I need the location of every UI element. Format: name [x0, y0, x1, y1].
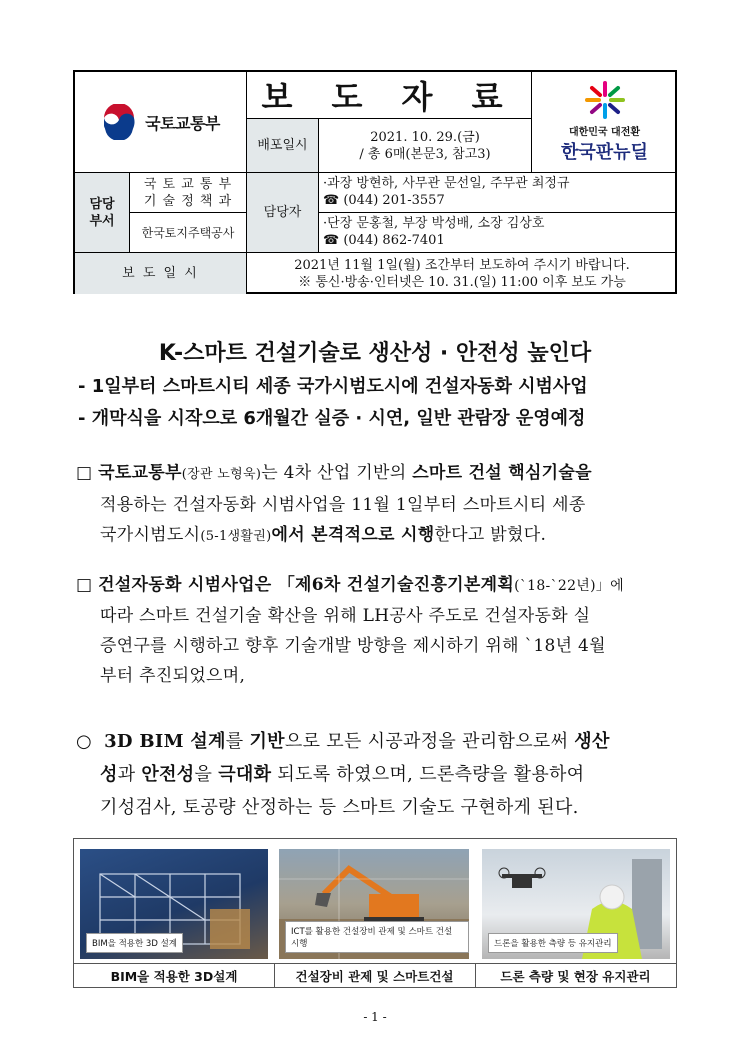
text: 는 4차 산업 기반의: [261, 463, 413, 483]
distribution-date: 2021. 10. 29.(금): [370, 129, 480, 145]
page-number: - 1 -: [363, 1010, 387, 1024]
paragraph-3-line-2: [76, 758, 686, 791]
contact-label: 담당자: [247, 173, 319, 253]
text: 과: [117, 764, 142, 785]
caption-equipment: 건설장비 관제 및 스마트건설: [274, 963, 476, 988]
text: 되도록 하였으며, 드론측량을 활용하여: [271, 764, 585, 785]
phone-icon: ☎: [323, 193, 340, 208]
text-strong: 스마트 건설 핵심기술을: [412, 463, 592, 483]
text-small: (장관 노형욱): [181, 467, 262, 482]
paragraph-1-line-3: [76, 520, 686, 552]
contact-lh-names: ·단장 문홍철, 부장 박성배, 소장 김상호: [323, 216, 545, 231]
text-strong: 건설자동화 시범사업은 「제6차 건설기술진흥기본계획: [98, 575, 515, 595]
new-deal-logo-icon: [582, 80, 628, 120]
square-bullet-icon: □: [76, 463, 93, 483]
department-molit: 국 토 교 통 부 기 술 정 책 과: [130, 173, 247, 213]
ministry-name: 국토교통부: [145, 113, 220, 133]
photo-gallery: [73, 838, 677, 988]
paragraph-1-line-1: [76, 458, 686, 490]
equipment-photo-label: ICT를 활용한 건설장비 관제 및 스마트 건설 시행: [285, 921, 469, 953]
drone-photo: [482, 849, 670, 959]
paragraph-2-line-2: 따라 스마트 건설기술 확산을 위해 LH공사 주도로 건설자동화 실: [100, 606, 591, 626]
text-strong: 성: [100, 764, 118, 785]
contact-molit-names: ·과장 방현하, 사무관 문선일, 주무관 최정규: [323, 176, 570, 191]
brand-title: 한국판뉴딜: [561, 142, 648, 163]
caption-drone: 드론 측량 및 현장 유지관리: [475, 963, 676, 988]
paragraph-2-line-1: [76, 570, 686, 601]
text-strong: 기반: [249, 731, 285, 752]
distribution-pages: / 총 6매(본문3, 참고3): [359, 146, 491, 162]
contact-lh-phone-row: [323, 232, 677, 249]
text: 으로 모든 시공과정을 관리함으로써: [284, 731, 575, 752]
text: 한다고 밝혔다.: [434, 525, 547, 545]
taegeuk-logo-icon: [101, 104, 137, 140]
headline-title: K-스마트 건설기술로 생산성 · 안전성 높인다: [158, 341, 592, 366]
text-strong: 안전성: [141, 764, 195, 785]
embargo-label: 보 도 일 시: [75, 253, 247, 294]
department-lh: 한국토지주택공사: [130, 213, 247, 253]
text-strong: 극대화: [218, 764, 272, 785]
embargo-line-2: ※ 통신·방송·인터넷은 10. 31.(일) 11:00 이후 보도 가능: [298, 274, 626, 290]
phone-icon: ☎: [323, 233, 340, 248]
text: 를: [225, 731, 250, 752]
paragraph-1: [76, 458, 686, 552]
ministry-logo-cell: [75, 72, 247, 173]
text-strong: 3D BIM 설계: [104, 731, 226, 752]
headline-subtitle-2: - 개막식을 시작으로 6개월간 실증 · 시연, 일반 관람장 운영예정: [78, 408, 586, 429]
press-release-title: 보 도 자 료: [247, 72, 532, 119]
drone-photo-label: 드론을 활용한 측량 등 유지관리: [488, 933, 618, 953]
paragraph-2: [76, 570, 686, 691]
contact-molit: [319, 173, 677, 213]
contact-molit-phone: (044) 201-3557: [343, 193, 445, 208]
contact-lh: [319, 213, 677, 253]
paragraph-3: [76, 725, 686, 824]
text-small: (5-1생활권): [200, 529, 272, 544]
paragraph-3-line-3: 기성검사, 토공량 산정하는 등 스마트 기술도 구현하게 된다.: [100, 797, 579, 818]
bim-photo: [80, 849, 268, 959]
distribution-date-cell: [319, 119, 532, 173]
headline-subtitle-1: - 1일부터 스마트시티 세종 국가시범도시에 건설자동화 시범사업: [78, 376, 588, 397]
text-strong: 생산: [574, 731, 610, 752]
department-label: 담당 부서: [75, 173, 130, 253]
text-strong: 에서 본격적으로 시행: [271, 525, 435, 545]
text: (`18-`22년)」에: [514, 578, 624, 594]
contact-molit-phone-row: [323, 192, 677, 209]
text: 국가시범도시: [100, 525, 201, 545]
embargo-info: [247, 253, 677, 294]
bim-photo-label: BIM을 적용한 3D 설계: [86, 933, 183, 953]
square-bullet-icon: □: [76, 575, 93, 595]
equipment-photo: [279, 849, 469, 959]
paragraph-2-line-3: 증연구를 시행하고 향후 기술개발 방향을 제시하기 위해 `18년 4월: [100, 636, 606, 656]
new-deal-logo-cell: [532, 72, 677, 173]
paragraph-1-line-2: 적용하는 건설자동화 시범사업을 11월 1일부터 스마트시티 세종: [100, 495, 586, 515]
paragraph-2-line-4: 부터 추진되었으며,: [100, 666, 246, 686]
caption-bim: BIM을 적용한 3D설계: [74, 963, 275, 988]
text: 을: [194, 764, 219, 785]
press-header-table: [73, 70, 677, 294]
brand-subtitle: 대한민국 대전환: [568, 127, 641, 138]
paragraph-3-line-1: [76, 725, 686, 758]
circle-bullet-icon: ○: [76, 731, 93, 752]
distribution-label: 배포일시: [247, 119, 319, 173]
contact-lh-phone: (044) 862-7401: [343, 233, 445, 248]
text-strong: 국토교통부: [98, 463, 182, 483]
embargo-line-1: 2021년 11월 1일(월) 조간부터 보도하여 주시기 바랍니다.: [294, 257, 630, 273]
